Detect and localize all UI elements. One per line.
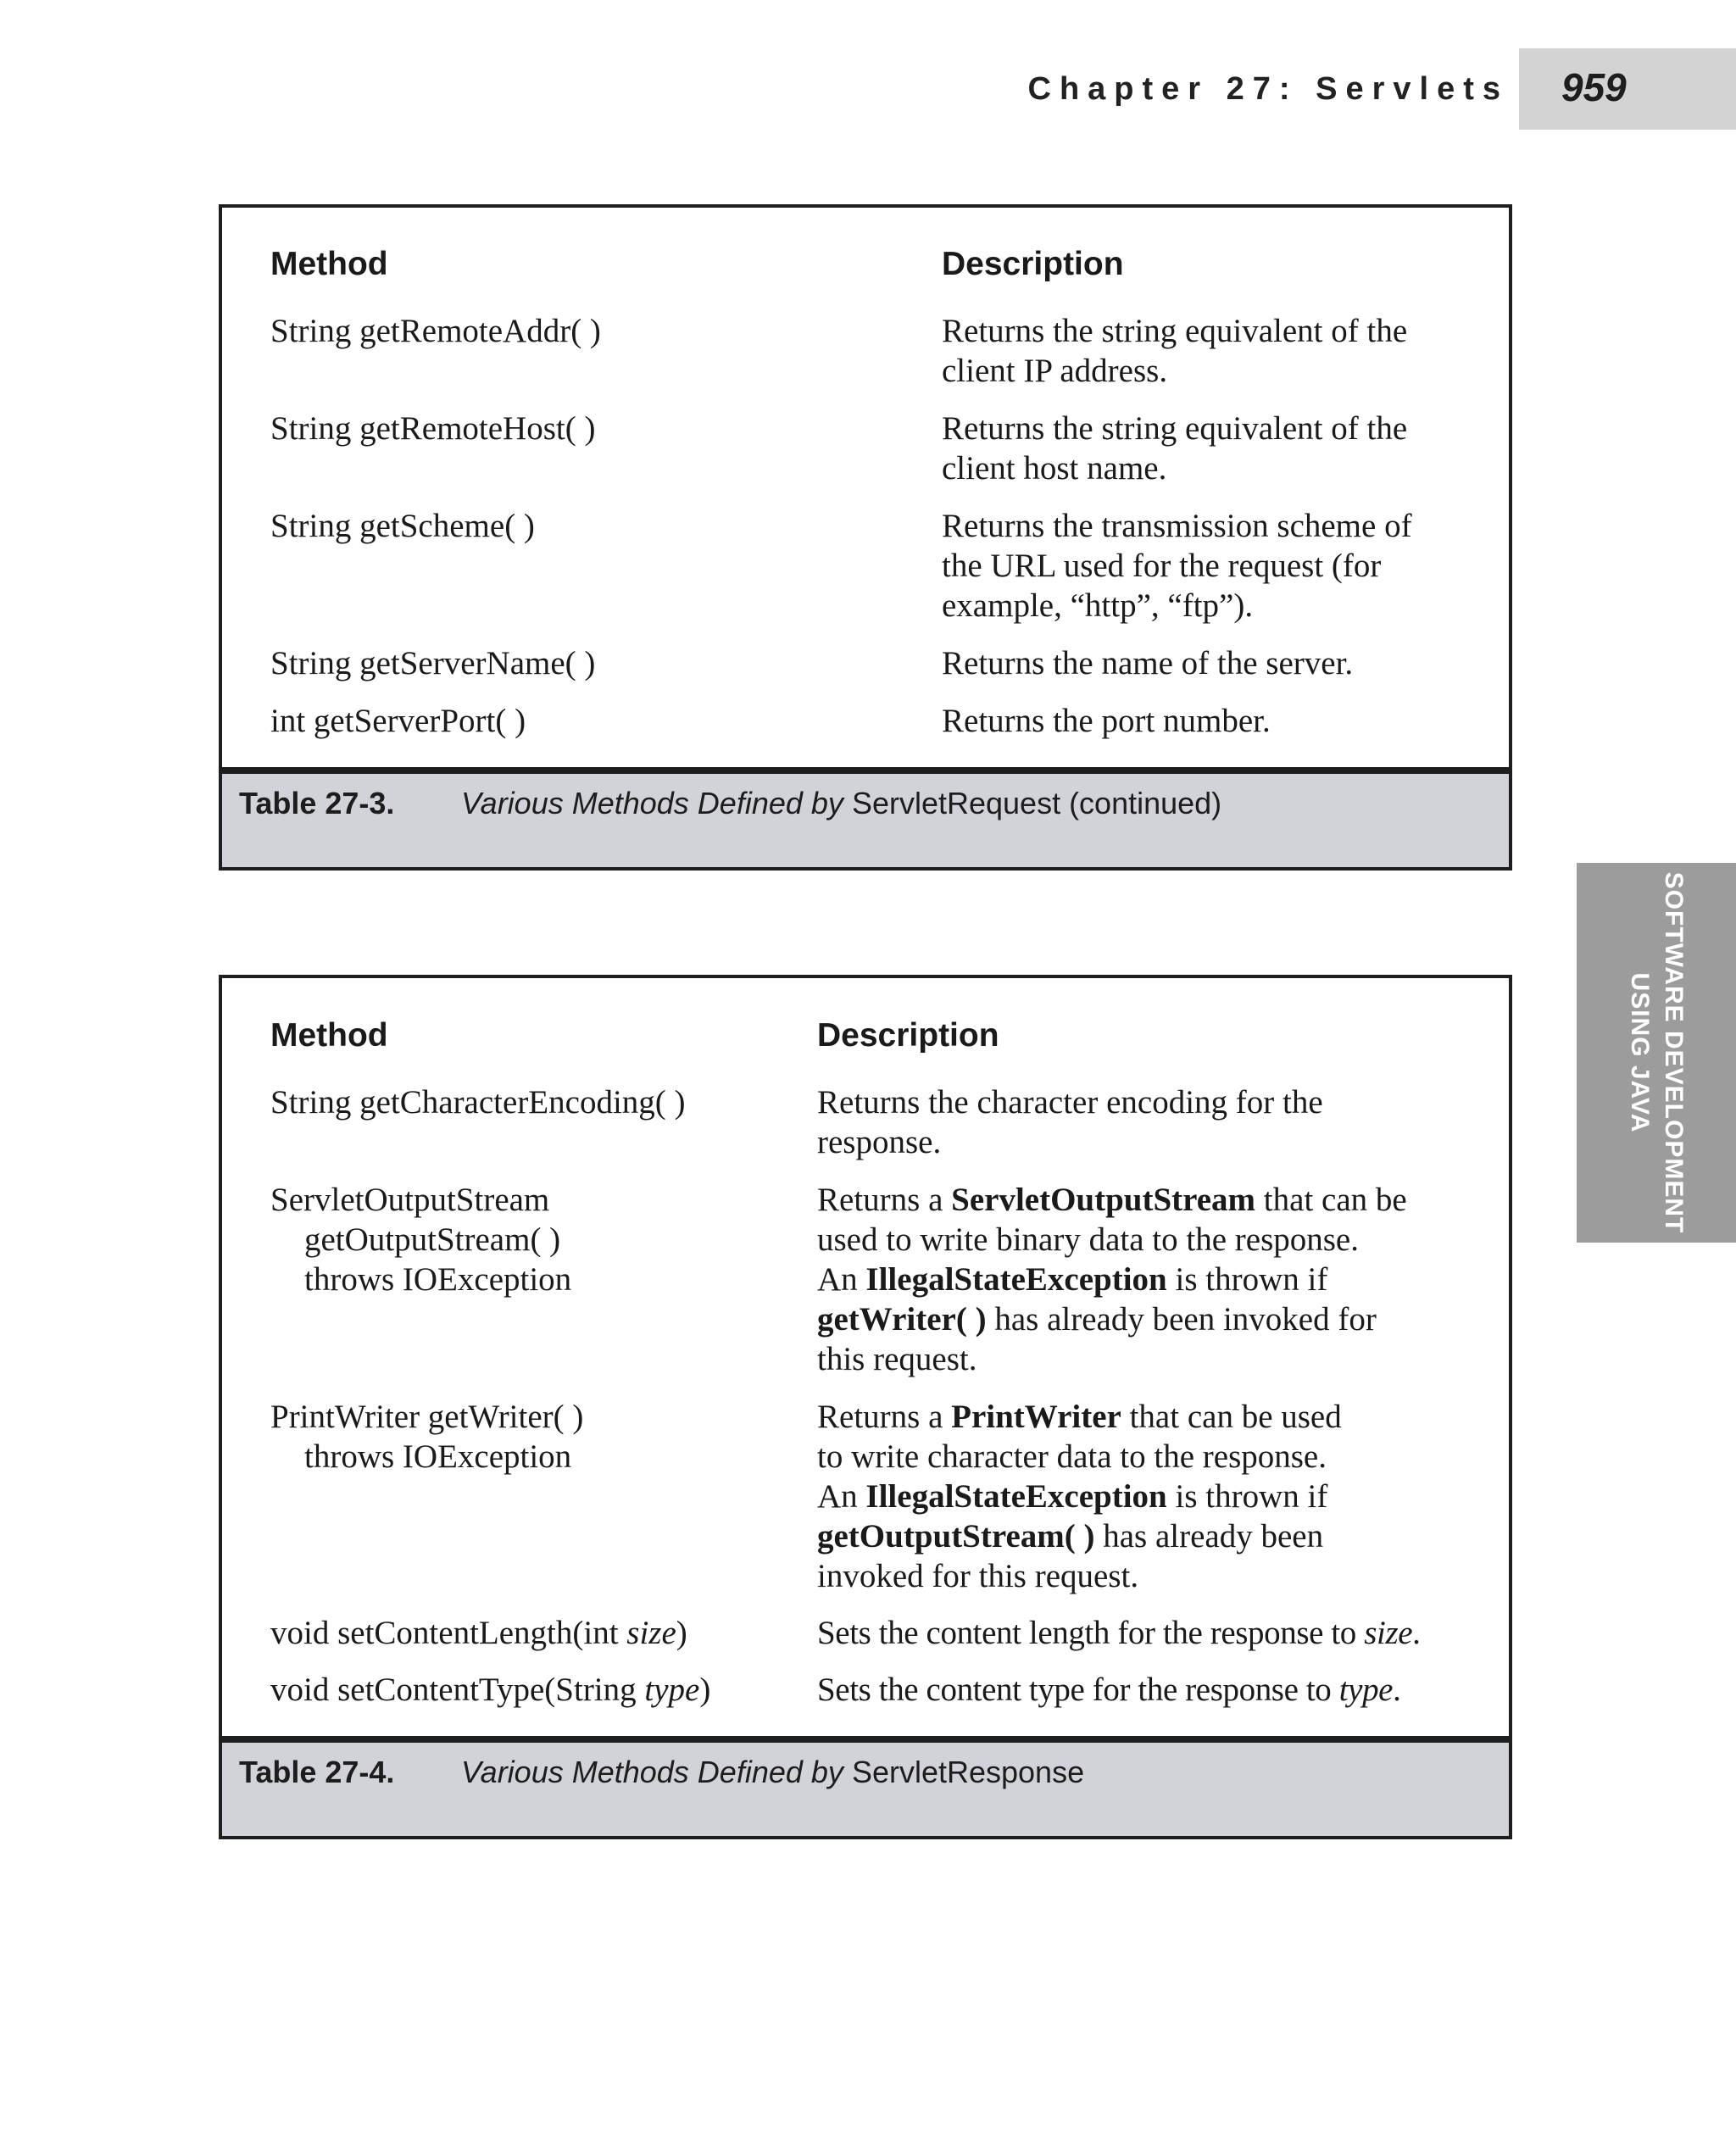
section-thumb-label	[1622, 863, 1690, 1243]
description-cell: Sets the content length for the response to size.	[817, 1615, 1421, 1651]
column-header-description: Description	[817, 1017, 999, 1054]
column-header-method: Method	[270, 246, 388, 282]
method-cell: ServletOutputStream getOutputStream( ) throws IOException	[270, 1182, 572, 1298]
table-body	[222, 208, 1509, 767]
table-body	[222, 978, 1509, 1736]
table-caption	[222, 1736, 1509, 1836]
description-cell: Returns the string equivalent of the client IP address.	[942, 313, 1408, 389]
caption-label: Table 27-4.	[239, 1755, 395, 1789]
column-header-description: Description	[942, 246, 1124, 282]
description-cell: Returns the transmission scheme of the URL used for the request (for example, “http”, “ftp”).	[942, 508, 1412, 624]
table-27-4	[219, 975, 1512, 1839]
method-cell: String getRemoteHost( )	[270, 410, 596, 447]
page-number-box	[1519, 48, 1736, 130]
description-cell: Returns the port number.	[942, 703, 1271, 739]
method-cell: PrintWriter getWriter( ) throws IOException	[270, 1399, 584, 1475]
table-27-3	[219, 204, 1512, 871]
thumb-line-1: SOFTWARE DEVELOPMENT	[1660, 871, 1688, 1234]
description-cell: Returns the string equivalent of the client host name.	[942, 410, 1408, 487]
method-cell: int getServerPort( )	[270, 703, 526, 739]
description-cell: Returns a ServletOutputStream that can be used to write binary data to the response. An IllegalStateException is thrown if getWriter( ) has already been invoked for this request.	[817, 1182, 1407, 1377]
caption-label: Table 27-3.	[239, 786, 395, 820]
description-cell: Returns a PrintWriter that can be used to write character data to the response. An IllegalStateException is thrown if getOutputStream( ) has already been invoked for this request.	[817, 1399, 1342, 1594]
thumb-line-2: USING JAVA	[1626, 972, 1654, 1133]
description-cell: Returns the character encoding for the response.	[817, 1084, 1323, 1160]
table-caption	[222, 767, 1509, 867]
method-cell: String getServerName( )	[270, 645, 596, 681]
column-header-method: Method	[270, 1017, 388, 1054]
description-cell: Returns the name of the server.	[942, 645, 1354, 681]
method-cell: void setContentType(String type)	[270, 1672, 711, 1708]
method-cell: String getRemoteAddr( )	[270, 313, 601, 349]
caption-title: Various Methods Defined by ServletRequest (continued)	[461, 786, 1222, 820]
description-cell: Sets the content type for the response to type.	[817, 1672, 1401, 1708]
caption-title: Various Methods Defined by ServletResponse	[461, 1755, 1085, 1789]
method-cell: String getScheme( )	[270, 508, 535, 544]
method-cell: String getCharacterEncoding( )	[270, 1084, 686, 1121]
method-cell: void setContentLength(int size)	[270, 1615, 687, 1651]
running-head: Chapter 27: Servlets	[1027, 71, 1509, 107]
page-number: 959	[1561, 65, 1627, 109]
